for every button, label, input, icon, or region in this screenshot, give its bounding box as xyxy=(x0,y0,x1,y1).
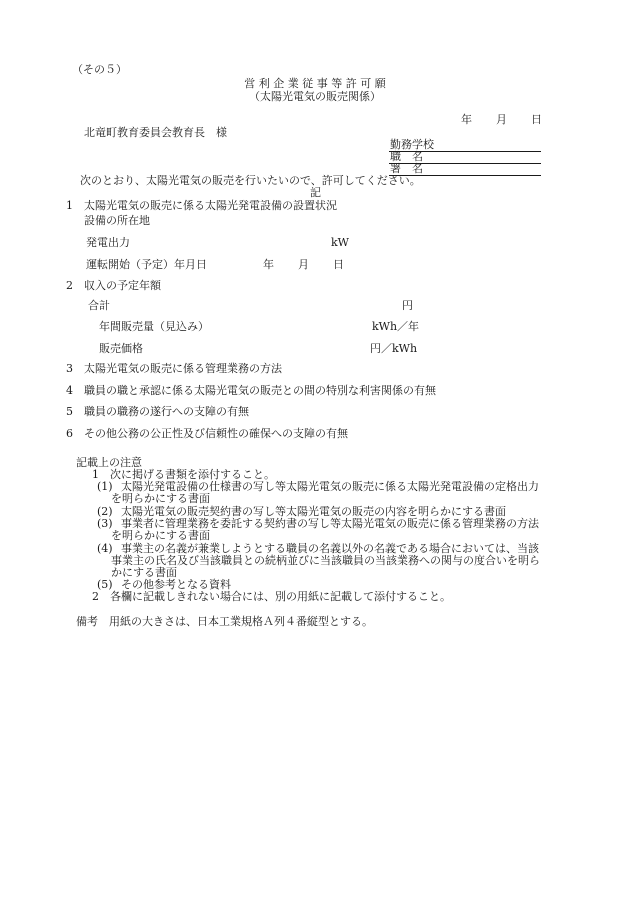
note-item-text-cont: かにする書面 xyxy=(111,566,177,579)
note-item-text-cont: を明らかにする書面 xyxy=(111,529,210,542)
note-item-number: (4) xyxy=(97,542,113,555)
intro-text: 次のとおり、太陽光電気の販売を行いたいので、許可してください。 xyxy=(80,174,421,187)
school-label: 勤務学校 xyxy=(390,138,434,151)
form-number: （その５） xyxy=(72,63,127,76)
start-date-label: 運転開始（予定）年月日 xyxy=(86,258,207,271)
note-item-number: (2) xyxy=(97,505,113,518)
start-day: 日 xyxy=(333,258,344,271)
note-item-text-cont: を明らかにする書面 xyxy=(111,492,210,505)
total-label: 合計 xyxy=(88,299,110,312)
section-2-heading: 2 収入の予定年額 xyxy=(66,279,161,292)
output-unit: kW xyxy=(331,236,349,249)
date-day: 日 xyxy=(531,113,542,126)
note-item-text: その他参考となる資料 xyxy=(121,578,231,591)
date-year: 年 xyxy=(461,113,472,126)
sales-volume-unit: kWh／年 xyxy=(372,320,420,333)
section-5-heading: 5 職員の職務の遂行への支障の有無 xyxy=(66,405,249,418)
note-item-number: (1) xyxy=(97,480,113,493)
name-label: 署 名 xyxy=(390,162,423,175)
note-item-text: 事業者に管理業務を委託する契約書の写し等太陽光電気の販売に係る管理業務の方法 xyxy=(121,517,539,530)
note-item-text: 事業主の名義が兼業しようとする職員の名義以外の名義である場合においては、当該 xyxy=(121,542,539,555)
page-subtitle: （太陽光電気の販売関係） xyxy=(249,90,381,103)
start-month: 月 xyxy=(298,258,309,271)
section-1-heading: 1 太陽光電気の販売に係る太陽光発電設備の設置状況 xyxy=(66,199,337,212)
start-year: 年 xyxy=(263,258,274,271)
sales-volume-label: 年間販売量（見込み） xyxy=(99,320,209,333)
note-item-text: 太陽光発電設備の仕様書の写し等太陽光電気の販売に係る太陽光発電設備の定格出力 xyxy=(121,480,539,493)
section-4-heading: 4 職員の職と承認に係る太陽光電気の販売との間の特別な利害関係の有無 xyxy=(66,384,436,397)
note-item-text: 太陽光電気の販売契約書の写し等太陽光電気の販売の内容を明らかにする書面 xyxy=(121,505,506,518)
note-1: 1 次に掲げる書類を添付すること。 xyxy=(92,468,275,481)
section-6-heading: 6 その他公務の公正性及び信頼性の確保への支障の有無 xyxy=(66,427,348,440)
facility-location-label: 設備の所在地 xyxy=(84,214,150,227)
section-3-heading: 3 太陽光電気の販売に係る管理業務の方法 xyxy=(66,362,282,375)
total-unit: 円 xyxy=(402,299,413,312)
note-item-number: (5) xyxy=(97,578,113,591)
note-2: 2 各欄に記載しきれない場合には、別の用紙に記載して添付すること。 xyxy=(92,590,451,603)
page-title: 営 利 企 業 従 事 等 許 可 願 xyxy=(244,77,386,90)
ki-mark: 記 xyxy=(310,186,321,199)
note-item-text-cont: 事業主の氏名及び当該職員との続柄並びに当該職員の当該業務への関与の度合いを明ら xyxy=(111,554,540,567)
date-month: 月 xyxy=(496,113,507,126)
notes-heading: 記載上の注意 xyxy=(76,456,142,469)
output-label: 発電出力 xyxy=(86,236,130,249)
position-label: 職 名 xyxy=(390,150,423,163)
remarks: 備考 用紙の大きさは、日本工業規格Ａ列４番縦型とする。 xyxy=(76,615,373,628)
sales-price-unit: 円／kWh xyxy=(370,342,418,355)
note-item-number: (3) xyxy=(97,517,113,530)
addressee: 北竜町教育委員会教育長 様 xyxy=(84,126,227,139)
sales-price-label: 販売価格 xyxy=(99,342,143,355)
